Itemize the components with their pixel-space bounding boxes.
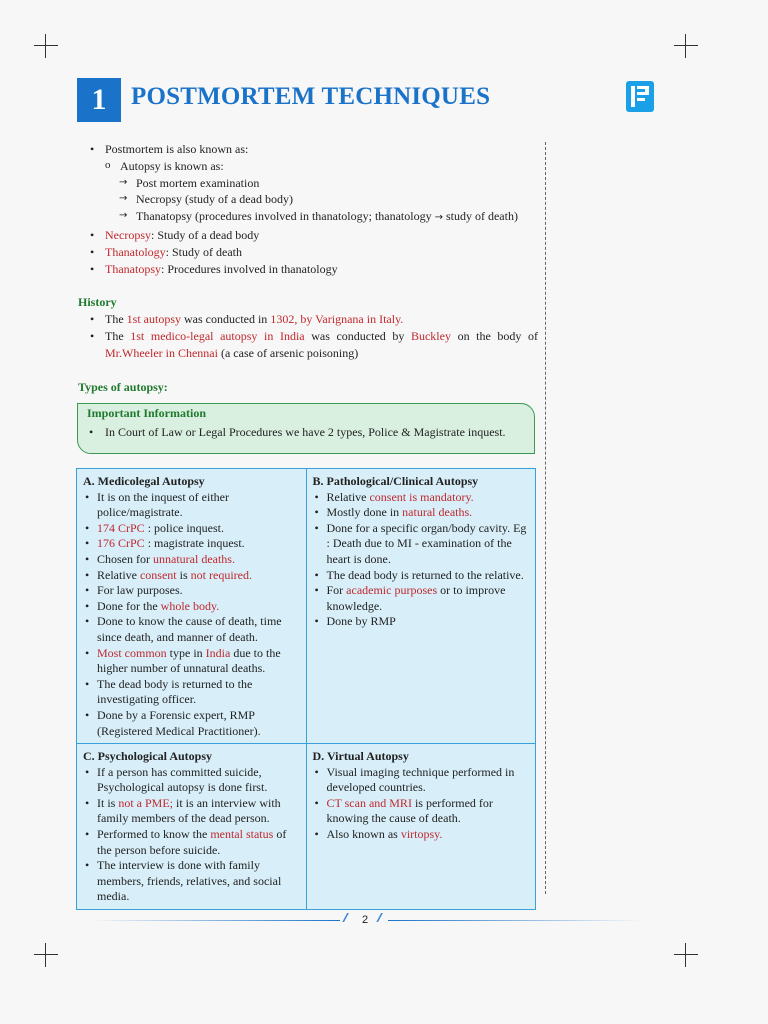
types-heading: Types of autopsy: (78, 379, 168, 394)
list-item: • Necropsy: Study of a dead body (78, 227, 538, 244)
autopsy-types-table (76, 468, 536, 910)
list-item: • The 1st autopsy was conducted in 1302, by Varignana in Italy. (78, 311, 538, 328)
list-item: • Mostly done in natural deaths. (313, 505, 530, 521)
cell-psychological (77, 744, 307, 910)
list-item: • 176 CrPC : magistrate inquest. (83, 536, 300, 552)
publisher-logo-icon (626, 81, 654, 112)
list-item: • Relative consent is mandatory. (313, 490, 530, 506)
footer-rule-left (90, 920, 340, 921)
list-item: • Done for a specific organ/body cavity. Eg : Death due to MI - examination of the heart is done. (313, 521, 530, 568)
list-item: • Performed to know the mental status of the person before suicide. (83, 827, 300, 858)
list-item: • Chosen for unnatural deaths. (83, 552, 300, 568)
history-heading: History (78, 295, 117, 310)
cell-title: D. Virtual Autopsy (312, 749, 409, 764)
crop-mark-bottom-right (674, 943, 698, 967)
page-title: POSTMORTEM TECHNIQUES (131, 83, 491, 110)
cell-virtual (306, 744, 536, 910)
footer-rule-right (388, 920, 643, 921)
chapter-number: 1 (77, 78, 121, 122)
crop-mark-top-right (674, 34, 698, 58)
list-item: • Thanatopsy: Procedures involved in thanatology (78, 261, 538, 278)
list-item: • CT scan and MRI is performed for knowing the cause of death. (313, 796, 530, 827)
important-info-box (77, 403, 535, 454)
list-item: • The interview is done with family members, friends, relatives, and social media. (83, 858, 300, 905)
page-number: 2 (362, 914, 369, 926)
footer-slash-right-icon: // (377, 911, 379, 926)
list-item: • The dead body is returned to the investigating officer. (83, 677, 300, 708)
list-item: • Also known as virtopsy. (313, 827, 530, 843)
list-item: • The dead body is returned to the relative. (313, 568, 530, 584)
cell-title: C. Psychological Autopsy (83, 749, 213, 764)
list-item: • It is not a PME; it is an interview with family members of the dead person. (83, 796, 300, 827)
list-item: • It is on the inquest of either police/magistrate. (83, 490, 300, 521)
list-item: • Done by a Forensic expert, RMP (Registered Medical Practitioner). (83, 708, 300, 739)
list-item: • Postmortem is also known as: (78, 141, 538, 158)
list-item: • For law purposes. (83, 583, 300, 599)
list-item: • The 1st medico-legal autopsy in India was conducted by Buckley on the body of Mr.Wheeler in Chennai (a case of arsenic poisoning) (78, 328, 538, 362)
list-item: • For academic purposes or to improve knowledge. (313, 583, 530, 614)
list-item: • Done for the whole body. (83, 599, 300, 615)
crop-mark-top-left (34, 34, 58, 58)
cell-medicolegal (77, 469, 307, 744)
margin-divider (545, 142, 546, 894)
intro-list (78, 141, 538, 277)
list-item: • Relative consent is not required. (83, 568, 300, 584)
important-info-title: Important Information (87, 406, 206, 420)
list-item: • Done to know the cause of death, time since death, and manner of death. (83, 614, 300, 645)
list-item: → Post mortem examination (78, 175, 538, 192)
history-list (78, 311, 538, 361)
cell-title: B. Pathological/Clinical Autopsy (312, 474, 479, 488)
list-item: → Thanatopsy (procedures involved in thanatology; thanatology → study of death) (78, 208, 538, 227)
footer-slash-left-icon: // (343, 911, 345, 926)
cell-title: A. Medicolegal Autopsy (83, 474, 205, 488)
list-item: • Most common type in India due to the higher number of unnatural deaths. (83, 646, 300, 677)
list-item: • Thanatology: Study of death (78, 244, 538, 261)
list-item: • 174 CrPC : police inquest. (83, 521, 300, 537)
list-item: • If a person has committed suicide, Psychological autopsy is done first. (83, 765, 300, 796)
list-item: o Autopsy is known as: (78, 158, 538, 175)
list-item: → Necropsy (study of a dead body) (78, 191, 538, 208)
crop-mark-bottom-left (34, 943, 58, 967)
cell-pathological (306, 469, 536, 744)
list-item: • Done by RMP (313, 614, 530, 630)
main-content (78, 141, 538, 395)
list-item: • Visual imaging technique performed in developed countries. (313, 765, 530, 796)
important-info-text: • In Court of Law or Legal Procedures we have 2 types, Police & Magistrate inquest. (89, 425, 506, 440)
